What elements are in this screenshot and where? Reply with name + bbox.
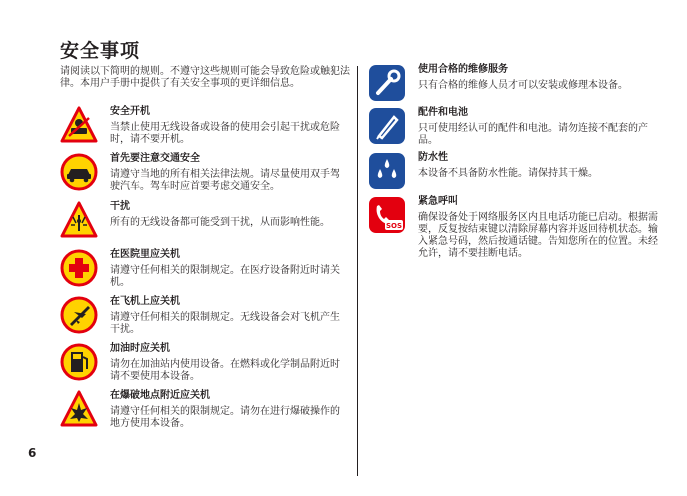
fuel-pump-icon [60,343,98,381]
sos-badge: SOS [385,222,403,230]
item-heading: 在爆破地点附近应关机 [110,390,210,401]
item-heading: 加油时应关机 [110,343,170,354]
switch-on-forbidden-icon [60,106,98,144]
road-safety-car-icon [60,153,98,191]
item-text: 请遵守任何相关的限制规定。在医疗设备附近时请关机。 [110,265,340,288]
interference-icon [60,201,98,239]
blasting-icon [60,390,98,428]
item-text: 请遵守任何相关的限制规定。无线设备会对飞机产生干扰。 [110,312,340,335]
item-text: 本设备不具备防水性能。请保持其干燥。 [418,168,598,179]
item-heading: 首先要注意交通安全 [110,153,200,164]
water-drops-icon [368,152,406,190]
item-heading: 防水性 [418,152,448,163]
item-heading: 在飞机上应关机 [110,296,180,307]
item-heading: 安全开机 [110,106,150,117]
intro-paragraph: 请阅读以下简明的规则。不遵守这些规则可能会导致危险或触犯法律。本用户手册中提供了有关安全事项的更详细信息。 [60,66,350,89]
wrench-service-icon [368,64,406,102]
item-text: 只有合格的维修人员才可以安装或修理本设备。 [418,80,628,91]
item-text: 所有的无线设备都可能受到干扰，从而影响性能。 [110,217,330,228]
item-text: 请勿在加油站内使用设备。在燃料或化学制品附近时请不要使用本设备。 [110,359,340,382]
aircraft-icon [60,296,98,334]
hospital-cross-icon [60,249,98,287]
item-heading: 使用合格的维修服务 [418,64,508,75]
column-divider [357,66,358,476]
item-text: 请遵守任何相关的限制规定。请勿在进行爆破操作的地方使用本设备。 [110,406,340,429]
item-text: 只可使用经认可的配件和电池。请勿连接不配套的产品。 [418,123,648,146]
battery-pen-icon [368,107,406,145]
item-heading: 配件和电池 [418,107,468,118]
item-text: 当禁止使用无线设备或设备的使用会引起干扰或危险时，请不要开机。 [110,122,340,145]
item-heading: 在医院里应关机 [110,249,180,260]
item-heading: 干扰 [110,201,130,212]
item-heading: 紧急呼叫 [418,196,458,207]
page-title: 安全事项 [60,40,141,62]
item-text: 请遵守当地的所有相关法律法规。请尽量使用双手驾驶汽车。驾车时应首要考虑交通安全。 [110,169,340,192]
sos-phone-icon [368,196,406,234]
item-text: 确保设备处于网络服务区内且电话功能已启动。根据需要，反复按结束键以清除屏幕内容并返回待机状态。输入紧急号码，然后按通话键。告知您所在的位置。未经允许，请不要挂断电话。 [418,212,658,259]
page-number: 6 [28,446,37,460]
